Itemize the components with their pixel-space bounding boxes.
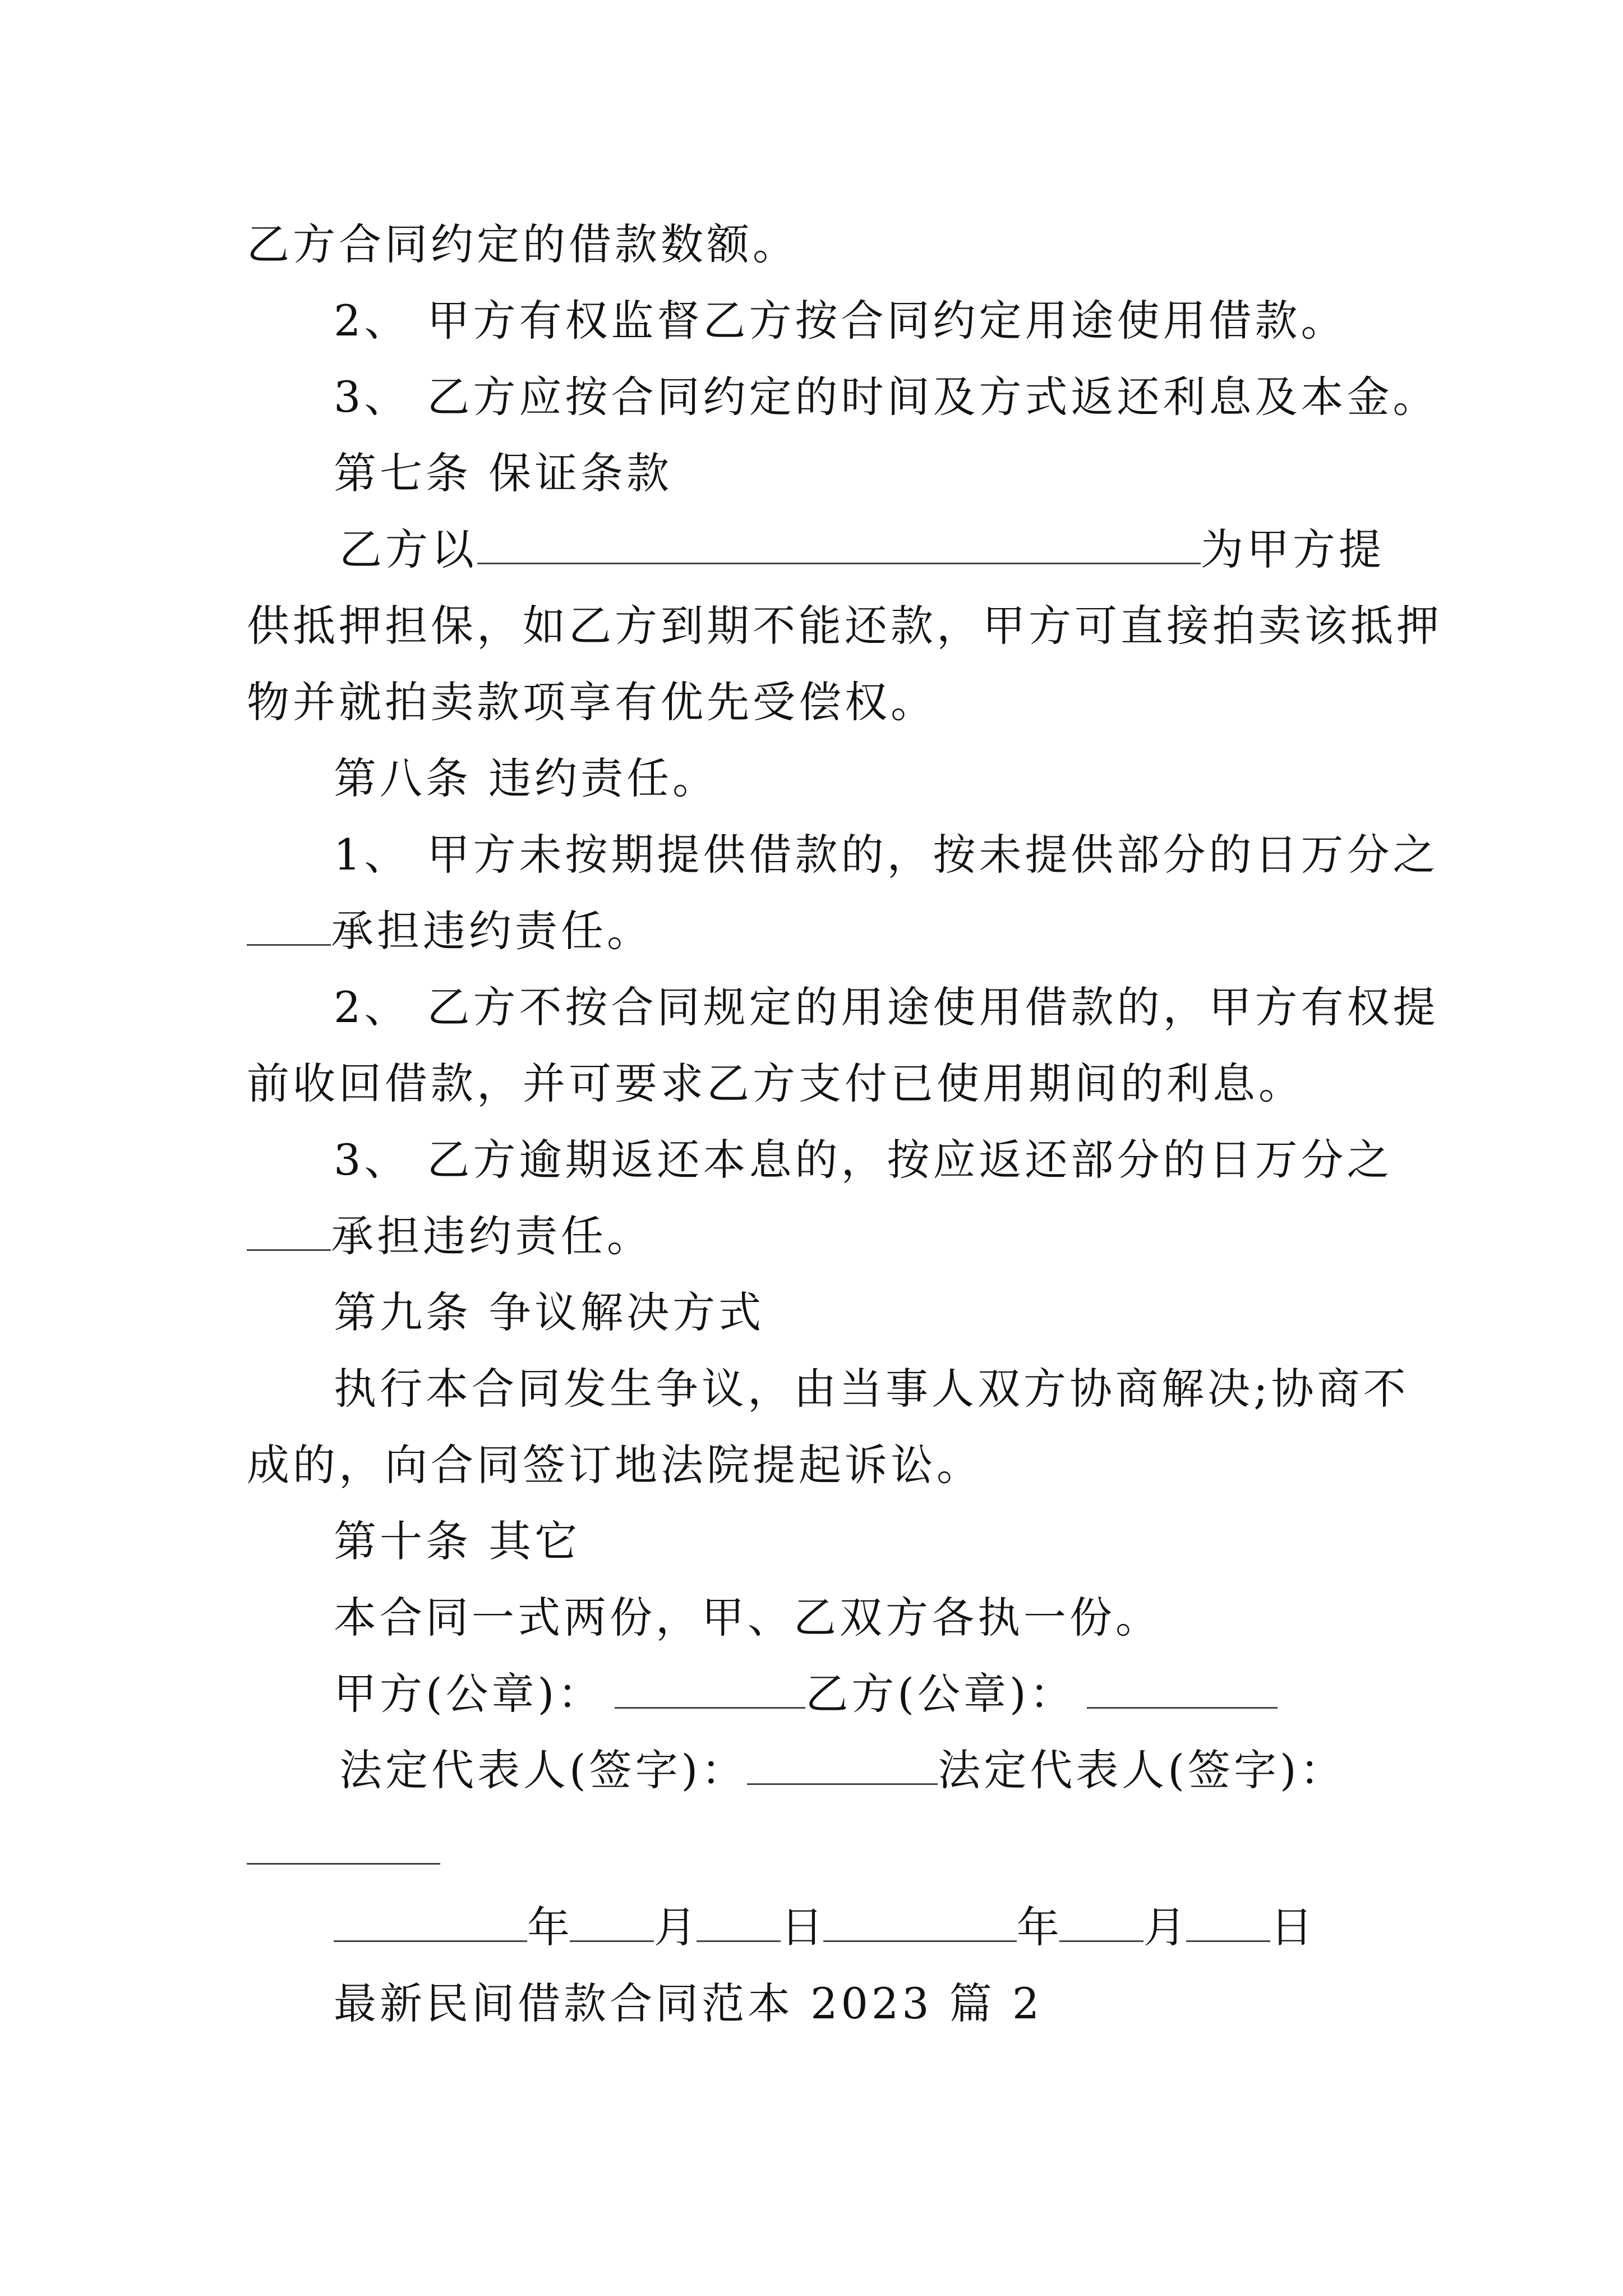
fill-blank[interactable] xyxy=(747,1743,938,1785)
fill-blank[interactable] xyxy=(477,522,1201,564)
text-segment: 为甲方提 xyxy=(1201,524,1385,574)
text-line: 成的，向合同签订地法院提起诉讼。 xyxy=(247,1440,983,1490)
date-line xyxy=(334,1899,1313,1955)
text-segment: 承担违约责任。 xyxy=(331,906,653,956)
fill-blank[interactable] xyxy=(570,1900,654,1942)
party-b-seal-label: 乙方(公章)： xyxy=(805,1669,1076,1719)
section-heading: 第九条 争议解决方式 xyxy=(334,1287,765,1337)
section-heading: 第八条 违约责任。 xyxy=(334,753,719,803)
year-label: 年 xyxy=(1017,1902,1059,1952)
fill-blank[interactable] xyxy=(615,1667,805,1709)
section-heading: 第十条 其它 xyxy=(334,1516,581,1566)
text-line: 3、 乙方应按合同约定的时间及方式返还利息及本金。 xyxy=(334,372,1439,422)
fill-blank[interactable] xyxy=(247,1823,440,1865)
text-segment: 乙方以 xyxy=(339,524,477,574)
month-label: 月 xyxy=(1144,1902,1186,1952)
text-line: 本合同一式两份，甲、乙双方各执一份。 xyxy=(334,1593,1161,1642)
signature-line xyxy=(334,1666,1278,1722)
day-label: 日 xyxy=(781,1902,823,1952)
text-line: 执行本合同发生争议，由当事人双方协商解决;协商不 xyxy=(334,1364,1409,1414)
text-line: 供抵押担保，如乙方到期不能还款，甲方可直接拍卖该抵押 xyxy=(247,601,1442,651)
party-b-rep-label: 法定代表人(签字)： xyxy=(938,1745,1346,1795)
party-a-rep-label: 法定代表人(签字)： xyxy=(339,1745,748,1795)
text-line: 2、 甲方有权监督乙方按合同约定用途使用借款。 xyxy=(334,296,1347,346)
fill-blank[interactable] xyxy=(823,1900,1017,1942)
fill-blank[interactable] xyxy=(1186,1900,1270,1942)
fill-blank[interactable] xyxy=(697,1900,781,1942)
fill-blank[interactable] xyxy=(1059,1900,1144,1942)
fill-blank[interactable] xyxy=(247,1209,331,1251)
month-label: 月 xyxy=(654,1902,697,1952)
text-line: 乙方合同约定的借款数额。 xyxy=(247,219,799,269)
section-title: 最新民间借款合同范本 2023 篇 2 xyxy=(334,1978,1043,2028)
signature-line xyxy=(247,1822,440,1878)
text-line xyxy=(247,903,653,959)
text-line xyxy=(247,1208,653,1264)
year-label: 年 xyxy=(527,1902,570,1952)
text-line: 前收回借款，并可要求乙方支付已使用期间的利息。 xyxy=(247,1059,1304,1108)
text-line: 2、 乙方不按合同规定的用途使用借款的，甲方有权提 xyxy=(334,982,1439,1032)
text-line xyxy=(339,522,1385,578)
text-segment: 承担违约责任。 xyxy=(331,1211,653,1261)
fill-blank[interactable] xyxy=(334,1900,527,1942)
text-line: 1、 甲方未按期提供借款的，按未提供部分的日万分之 xyxy=(334,830,1439,880)
signature-line xyxy=(339,1742,1346,1798)
fill-blank[interactable] xyxy=(247,904,331,946)
day-label: 日 xyxy=(1270,1902,1313,1952)
fill-blank[interactable] xyxy=(1087,1667,1278,1709)
party-a-seal-label: 甲方(公章)： xyxy=(334,1669,604,1719)
section-heading: 第七条 保证条款 xyxy=(334,448,673,498)
text-line: 物并就拍卖款项享有优先受偿权。 xyxy=(247,677,937,727)
text-line: 3、 乙方逾期返还本息的，按应返还部分的日万分之 xyxy=(334,1135,1393,1185)
